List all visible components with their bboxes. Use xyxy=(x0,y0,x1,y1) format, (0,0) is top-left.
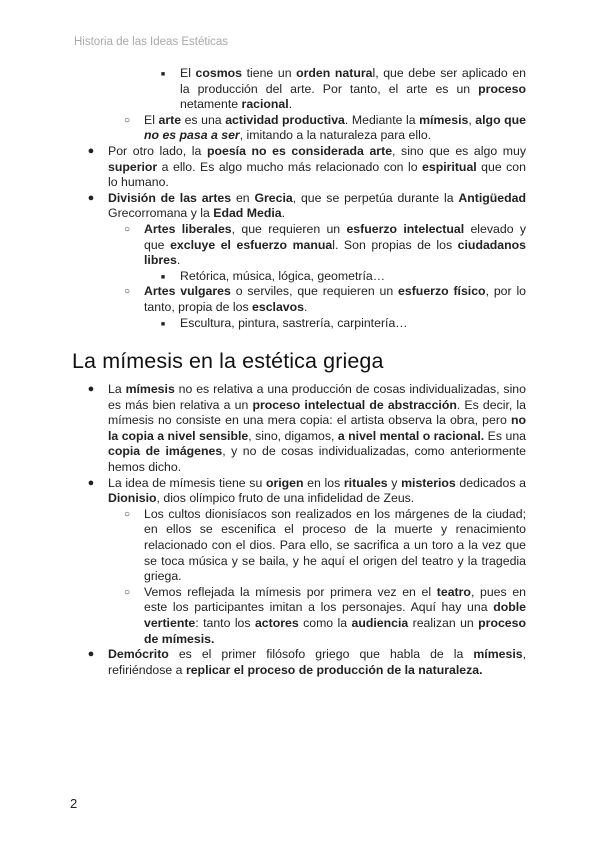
paragraph: La idea de mímesis tiene su origen en los rituales y misterios dedicados a Dionisio, dios olímpico fruto de una infidelidad de Zeus. xyxy=(108,475,526,506)
list-item xyxy=(87,190,526,222)
circle-bullet-icon: ○ xyxy=(123,223,131,235)
section-heading: La mímesis en la estética griega xyxy=(72,349,384,374)
list-item xyxy=(123,506,526,585)
square-bullet-icon: ■ xyxy=(160,320,166,328)
circle-bullet-icon: ○ xyxy=(123,508,131,520)
paragraph: Retórica, música, lógica, geometría… xyxy=(180,268,386,283)
square-bullet-icon: ■ xyxy=(160,71,166,78)
disc-bullet-icon: ● xyxy=(87,648,95,661)
paragraph: Por otro lado, la poesía no es considerada arte, sino que es algo muy superior a ello. Es algo mucho más relacionado con lo espiritual que con lo humano. xyxy=(108,143,526,190)
paragraph: División de las artes en Grecia, que se perpetúa durante la Antigüedad Grecorromana y la Edad Media. xyxy=(108,190,526,221)
list-item xyxy=(123,112,526,144)
list-item xyxy=(87,647,526,678)
list-item xyxy=(123,584,526,647)
paragraph: Los cultos dionisíacos son realizados en los márgenes de la ciudad; en ellos se escenifica el proceso de la muerte y renacimiento relacionado con el dios. Para ello, se sacrifica a un toro a la vez que se toca música y se baila, y he aquí el origen del teatro y la tragedia griega. xyxy=(144,506,526,584)
circle-bullet-icon: ○ xyxy=(123,114,131,126)
paragraph: Escultura, pintura, sastrería, carpintería… xyxy=(180,315,408,330)
paragraph: Vemos reflejada la mímesis por primera vez en el teatro, pues en este los participantes imitan a los personajes. Aquí hay una doble vertiente: tanto los actores como la audiencia realizan un proceso de mímesis. xyxy=(144,584,526,646)
paragraph: Artes liberales, que requieren un esfuerzo intelectual elevado y que excluye el esfuerzo manual. Son propias de los ciudadanos libres. xyxy=(144,221,527,268)
circle-bullet-icon: ○ xyxy=(123,586,131,598)
disc-bullet-icon: ● xyxy=(87,383,95,396)
list-item xyxy=(87,143,526,191)
disc-bullet-icon: ● xyxy=(87,191,95,204)
list-item xyxy=(123,284,527,315)
paragraph: Demócrito es el primer filósofo griego que habla de la mímesis, refiriéndose a replicar el proceso de producción de la naturaleza. xyxy=(108,647,526,677)
paragraph: El arte es una actividad productiva. Mediante la mímesis, algo que no es pasa a ser, imitando a la naturaleza para ello. xyxy=(144,112,526,143)
paragraph: La mímesis no es relativa a una producción de cosas individualizadas, sino es más bien relativa a un proceso intelectual de abstracción. Es decir, la mímesis no consiste en una mera copia: el artista observa la obra, pero no la copia a nivel sensible, sino, digamos, a nivel mental o racional. Es una copia de imágenes, y no de cosas individualizadas, como anteriormente hemos dicho. xyxy=(108,382,527,475)
page-number: 2 xyxy=(70,796,78,811)
square-bullet-icon: ■ xyxy=(160,273,166,281)
disc-bullet-icon: ● xyxy=(87,144,95,157)
document-body xyxy=(0,66,600,678)
paragraph: Artes vulgares o serviles, que requieren un esfuerzo físico, por lo tanto, propia de los esclavos. xyxy=(144,284,527,314)
list-item xyxy=(87,382,527,476)
circle-bullet-icon: ○ xyxy=(123,286,131,298)
list-item xyxy=(160,66,526,113)
disc-bullet-icon: ● xyxy=(87,476,95,489)
list-item xyxy=(160,315,526,332)
list-item xyxy=(160,268,526,285)
list-item xyxy=(123,221,527,269)
paragraph: El cosmos tiene un orden natural, que debe ser aplicado en la producción del arte. Por tanto, el arte es un proceso netamente racional. xyxy=(180,66,526,112)
running-header: Historia de las Ideas Estéticas xyxy=(74,36,229,48)
list-item xyxy=(87,475,526,507)
